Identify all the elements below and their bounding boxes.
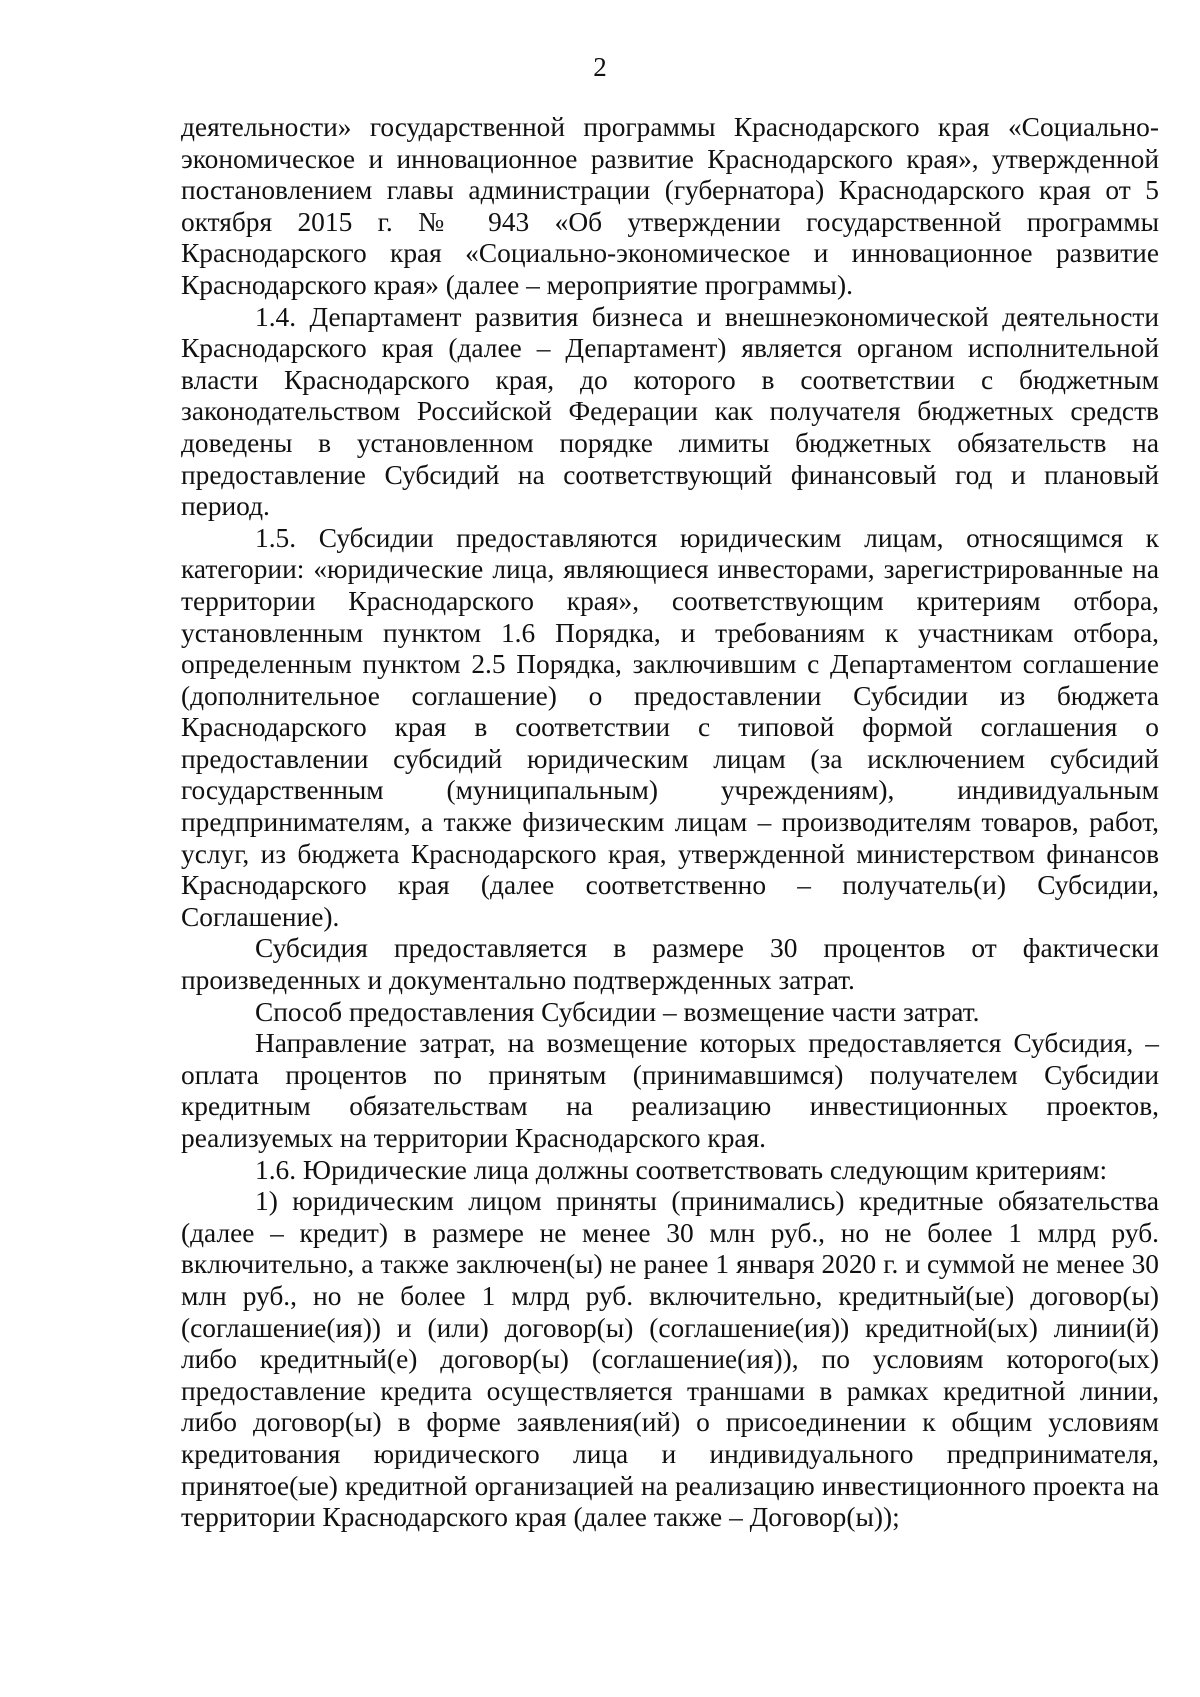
paragraph-subsidy-amount: Субсидия предоставляется в размере 30 процентов от фактически произведенных и документально подтвержденных затрат.	[181, 933, 1159, 996]
page-number: 2	[593, 52, 607, 82]
paragraph-cost-direction: Направление затрат, на возмещение которых предоставляется Субсидия, – оплата процентов по принятым (принимавшимся) получателем Субсидии кредитным обязательствам на реализацию инвестиционных проектов, реализуемых на территории Краснодарского края.	[181, 1028, 1159, 1153]
paragraph-continuation: деятельности» государственной программы Краснодарского края «Социально-экономическое и инновационное развитие Краснодарского края», утвержденной постановлением главы администрации (губернатора) Краснодарского края от 5 октября 2015 г. № 943 «Об утверждении государственной программы Краснодарского края «Социально-экономическое и инновационное развитие Краснодарского края» (далее – мероприятие программы).	[181, 112, 1159, 300]
paragraph-1-6: 1.6. Юридические лица должны соответствовать следующим критериям:	[255, 1154, 1108, 1185]
paragraph-1-4: 1.4. Департамент развития бизнеса и внешнеэкономической деятельности Краснодарского края (далее – Департамент) является органом исполнительной власти Краснодарского края, до которого в соответствии с бюджетным законодательством Российской Федерации как получателя бюджетных средств доведены в установленном порядке лимиты бюджетных обязательств на предоставление Субсидий на соответствующий финансовый год и плановый период.	[181, 301, 1159, 522]
paragraph-subsidy-method: Способ предоставления Субсидии – возмещение части затрат.	[255, 996, 980, 1027]
document-body	[181, 112, 1159, 1534]
paragraph-1-5: 1.5. Субсидии предоставляются юридическим лицам, относящимся к категории: «юридические лица, являющиеся инвесторами, зарегистрированные на территории Краснодарского края», соответствующим критериям отбора, установленным пунктом 1.6 Порядка, и требованиям к участникам отбора, определенным пунктом 2.5 Порядка, заключившим с Департаментом соглашение (дополнительное соглашение) о предоставлении Субсидии из бюджета Краснодарского края в соответствии с типовой формой соглашения о предоставлении субсидий юридическим лицам (за исключением субсидий государственным (муниципальным) учреждениям), индивидуальным предпринимателям, а также физическим лицам – производителям товаров, работ, услуг, из бюджета Краснодарского края, утвержденной министерством финансов Краснодарского края (далее соответственно – получатель(и) Субсидии, Соглашение).	[181, 522, 1159, 932]
paragraph-criterion-1: 1) юридическим лицом приняты (принимались) кредитные обязательства (далее – кредит) в размере не менее 30 млн руб., но не более 1 млрд руб. включительно, а также заключен(ы) не ранее 1 января 2020 г. и суммой не менее 30 млн руб., но не более 1 млрд руб. включительно, кредитный(ые) договор(ы) (соглашение(ия)) и (или) договор(ы) (соглашение(ия)) кредитной(ых) линии(й) либо кредитный(е) договор(ы) (соглашение(ия)), по условиям которого(ых) предоставление кредита осуществляется траншами в рамках кредитной линии, либо договор(ы) в форме заявления(ий) о присоединении к общим условиям кредитования юридического лица и индивидуального предпринимателя, принятое(ые) кредитной организацией на реализацию инвестиционного проекта на территории Краснодарского края (далее также – Договор(ы));	[181, 1186, 1159, 1533]
